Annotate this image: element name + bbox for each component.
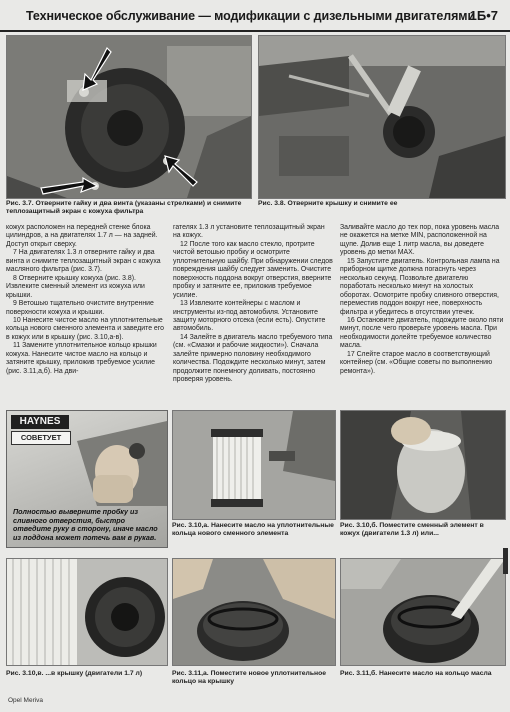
paragraph: кожух расположен на передней стенке блока цилиндров, а на двигателях 1.7 л — на задней. Доступ открыт сверху. <box>6 224 158 248</box>
paragraph: 11 Замените уплотнительное кольцо крышки кожуха. Нанесите чистое масло на кольцо и затяните крышку, приложив требуемое усилие (рис. 3.11,а,б). На дви- <box>6 342 157 375</box>
paragraph: 12 После того как масло стекло, протрите чистой ветошью пробку и осмотрите уплотнительную шайбу. При обнаружении следов повреждения шайбу следует заменить. Очистите поверхность поддона вокруг отверстия, вверните пробку и затяните ее, приложив требуемое усилие. <box>173 240 333 299</box>
photo-fig-3-10b <box>340 410 506 520</box>
haynes-advice-label: СОВЕТУЕТ <box>11 431 71 445</box>
haynes-logo: HAYNES <box>11 415 69 429</box>
paragraph: 7 На двигателях 1.3 л отверните гайку и два винта и снимите теплозащитный экран с кожуха масляного фильтра (рис. 3.7). <box>6 249 161 274</box>
page-number: 1Б•7 <box>469 8 498 23</box>
text-column-2 <box>173 224 334 385</box>
paragraph: 9 Ветошью тщательно очистите внутренние поверхности кожуха и крышки. <box>6 300 154 316</box>
page-header <box>0 0 510 32</box>
filter-in-cap-illustration <box>7 559 167 665</box>
caption-fig-3-11a: Рис. 3.11,а. Поместите новое уплотнительное кольцо на крышку <box>172 670 327 686</box>
page-footer: Opel Meriva <box>8 697 44 704</box>
caption-fig-3-10a: Рис. 3.10,а. Нанесите масло на уплотнительные кольца нового сменного элемента <box>172 522 334 538</box>
seal-ring-illustration <box>173 559 335 665</box>
section-title: Техническое обслуживание — модификации с дизельными двигателями <box>26 9 476 23</box>
photo-fig-3-10c <box>6 558 168 666</box>
filter-in-housing-illustration <box>341 411 505 519</box>
photo-fig-3-11a <box>172 558 336 666</box>
haynes-advice-box <box>6 410 168 548</box>
wrench-on-cap-illustration <box>259 36 505 198</box>
paragraph: 10 Нанесите чистое масло на уплотнительные кольца нового сменного элемента и заведите его в кожух или в крышку (рис. 3.10,а-в). <box>6 316 164 341</box>
caption-fig-3-7: Рис. 3.7. Отверните гайку и два винта (указаны стрелками) и снимите теплозащитный экран с кожуха фильтра <box>6 200 242 216</box>
paragraph: 8 Отверните крышку кожуха (рис. 3.8). Извлеките сменный элемент из кожуха или крышки. <box>6 274 145 299</box>
edge-tab-mark <box>503 548 508 574</box>
haynes-tip-text: Полностью выверните пробку из сливного отверстия, быстро отведите руку в сторону, иначе масло из поддона может потечь вам в рукав. <box>13 507 158 542</box>
paragraph: 13 Извлеките контейнеры с маслом и инструменты из-под автомобиля. Установите защиту моторного отсека (если есть). Опустите автомобиль. <box>173 300 326 333</box>
photo-fig-3-8 <box>258 35 506 199</box>
caption-fig-3-11b: Рис. 3.11,б. Нанесите масло на кольцо масла <box>340 670 492 677</box>
photo-fig-3-7 <box>6 35 252 199</box>
photo-fig-3-10a <box>172 410 336 520</box>
paragraph: 15 Запустите двигатель. Контрольная лампа на приборном щитке должна погаснуть через несколько секунд. Позвольте двигателю поработать несколько минут на холостых оборотах. Осмотрите пробку сливного отверстия, переместив поддон вокруг нее, поверхность фильтра и убедитесь в отсутствии утечек. <box>340 257 500 316</box>
paragraph: 16 Остановите двигатель, подождите около пяти минут, после чего проверьте уровень масла. При необходимости долейте требуемое количество масла. <box>340 316 504 350</box>
caption-fig-3-8: Рис. 3.8. Отверните крышку и снимите ее <box>258 200 398 207</box>
paragraph: 14 Залейте в двигатель масло требуемого типа (см. «Смазки и рабочие жидкости»). Сначала залейте примерно половину необходимого количества. Подождите несколько минут, затем продолжите понемногу доливать, постоянно проверяя уровень. <box>173 333 333 384</box>
paragraph: гателях 1.3 л установите теплозащитный экран на кожух. <box>173 224 325 240</box>
filter-element-illustration <box>173 411 335 519</box>
caption-fig-3-10b: Рис. 3.10,б. Поместите сменный элемент в кожух (двигатели 1.3 л) или... <box>340 522 484 538</box>
photo-fig-3-11b <box>340 558 506 666</box>
text-column-1 <box>6 224 166 376</box>
oil-on-ring-illustration <box>341 559 505 665</box>
paragraph: 17 Слейте старое масло в соответствующий контейнер (см. «Общие советы по выполнению ремонта»). <box>340 350 493 375</box>
filter-housing-illustration <box>7 36 251 198</box>
text-column-3 <box>340 224 504 376</box>
paragraph: Заливайте масло до тех пор, пока уровень масла не окажется на метке MIN, расположенной на щупе. Долив еще 1 литр масла, вы доведете уровень до метки MAX. <box>340 224 500 257</box>
caption-fig-3-10c: Рис. 3.10,в. ...в крышку (двигатели 1.7 л) <box>6 670 143 677</box>
